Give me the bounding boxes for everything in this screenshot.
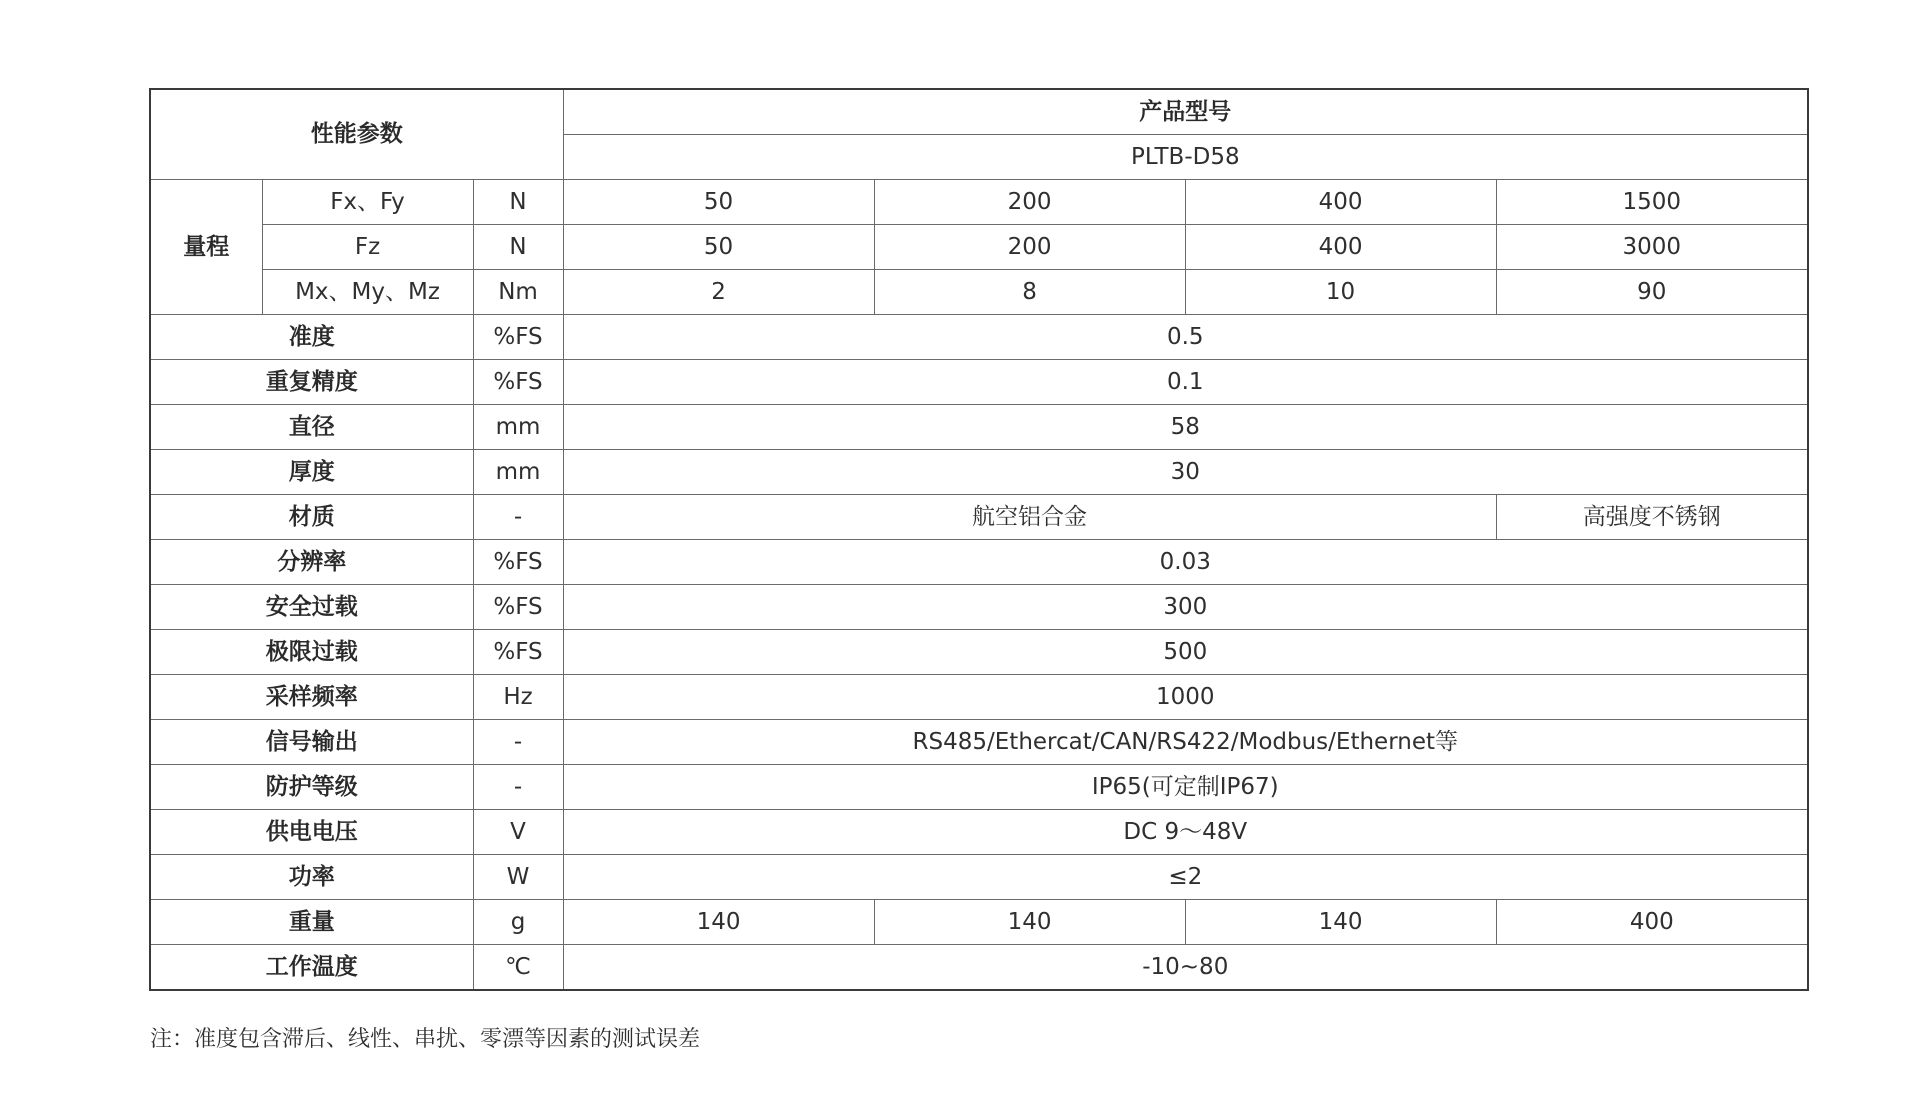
param-label: 安全过载 xyxy=(150,585,473,630)
param-label: 信号输出 xyxy=(150,720,473,765)
param-unit: mm xyxy=(473,405,563,450)
param-unit: - xyxy=(473,765,563,810)
weight-cell: 140 xyxy=(874,900,1185,945)
param-label: 功率 xyxy=(150,855,473,900)
param-value: 高强度不锈钢 xyxy=(1496,495,1808,540)
table-row xyxy=(150,585,1808,630)
table-row xyxy=(150,630,1808,675)
param-value: DC 9～48V xyxy=(563,810,1808,855)
range-cell: 8 xyxy=(874,270,1185,315)
range-cell: 400 xyxy=(1185,180,1496,225)
header-row xyxy=(150,89,1808,135)
param-value: 30 xyxy=(563,450,1808,495)
table-row xyxy=(150,720,1808,765)
param-value: 300 xyxy=(563,585,1808,630)
param-unit: %FS xyxy=(473,630,563,675)
range-row-name: Fz xyxy=(262,225,473,270)
param-unit: V xyxy=(473,810,563,855)
table-row xyxy=(150,495,1808,540)
range-label: 量程 xyxy=(150,180,262,315)
param-value: 0.1 xyxy=(563,360,1808,405)
range-cell: 10 xyxy=(1185,270,1496,315)
weight-cell: 400 xyxy=(1496,900,1808,945)
footnote: 注：准度包含滞后、线性、串扰、零漂等因素的测试误差 xyxy=(150,1027,701,1052)
param-unit: mm xyxy=(473,450,563,495)
param-value: 1000 xyxy=(563,675,1808,720)
product-model-header: 产品型号 xyxy=(563,89,1808,135)
param-unit: - xyxy=(473,495,563,540)
params-header: 性能参数 xyxy=(150,89,563,180)
param-label: 工作温度 xyxy=(150,945,473,991)
param-value: 58 xyxy=(563,405,1808,450)
range-cell: 1500 xyxy=(1496,180,1808,225)
table-row xyxy=(150,405,1808,450)
param-value: -10~80 xyxy=(563,945,1808,991)
table-row xyxy=(150,450,1808,495)
param-unit: W xyxy=(473,855,563,900)
param-label: 供电电压 xyxy=(150,810,473,855)
param-label: 分辨率 xyxy=(150,540,473,585)
table-row xyxy=(150,675,1808,720)
param-label: 重量 xyxy=(150,900,473,945)
table-row xyxy=(150,180,1808,225)
param-value: IP65(可定制IP67) xyxy=(563,765,1808,810)
range-cell: 90 xyxy=(1496,270,1808,315)
param-label: 直径 xyxy=(150,405,473,450)
param-label: 厚度 xyxy=(150,450,473,495)
range-cell: 200 xyxy=(874,225,1185,270)
param-label: 极限过载 xyxy=(150,630,473,675)
range-row-unit: Nm xyxy=(473,270,563,315)
param-unit: g xyxy=(473,900,563,945)
table-row xyxy=(150,360,1808,405)
param-value: 500 xyxy=(563,630,1808,675)
table-row xyxy=(150,810,1808,855)
range-cell: 50 xyxy=(563,180,874,225)
param-unit: - xyxy=(473,720,563,765)
param-value: 0.03 xyxy=(563,540,1808,585)
param-unit: %FS xyxy=(473,360,563,405)
table-row xyxy=(150,765,1808,810)
param-label: 防护等级 xyxy=(150,765,473,810)
range-row-unit: N xyxy=(473,180,563,225)
param-unit: Hz xyxy=(473,675,563,720)
weight-cell: 140 xyxy=(1185,900,1496,945)
range-row-name: Fx、Fy xyxy=(262,180,473,225)
weight-cell: 140 xyxy=(563,900,874,945)
table-row xyxy=(150,945,1808,991)
table-row xyxy=(150,315,1808,360)
param-value: 0.5 xyxy=(563,315,1808,360)
param-value: ≤2 xyxy=(563,855,1808,900)
table-row xyxy=(150,225,1808,270)
range-cell: 2 xyxy=(563,270,874,315)
range-cell: 3000 xyxy=(1496,225,1808,270)
param-unit: %FS xyxy=(473,315,563,360)
table-row xyxy=(150,540,1808,585)
param-label: 准度 xyxy=(150,315,473,360)
range-cell: 400 xyxy=(1185,225,1496,270)
range-row-name: Mx、My、Mz xyxy=(262,270,473,315)
range-cell: 50 xyxy=(563,225,874,270)
table-row xyxy=(150,900,1808,945)
param-label: 材质 xyxy=(150,495,473,540)
range-cell: 200 xyxy=(874,180,1185,225)
param-value: RS485/Ethercat/CAN/RS422/Modbus/Ethernet等 xyxy=(563,720,1808,765)
param-unit: %FS xyxy=(473,585,563,630)
table-row xyxy=(150,855,1808,900)
spec-table xyxy=(149,88,1809,991)
param-label: 采样频率 xyxy=(150,675,473,720)
param-unit: %FS xyxy=(473,540,563,585)
param-unit: ℃ xyxy=(473,945,563,991)
param-label: 重复精度 xyxy=(150,360,473,405)
model-name: PLTB-D58 xyxy=(563,135,1808,180)
param-value: 航空铝合金 xyxy=(563,495,1496,540)
table-row xyxy=(150,270,1808,315)
range-row-unit: N xyxy=(473,225,563,270)
